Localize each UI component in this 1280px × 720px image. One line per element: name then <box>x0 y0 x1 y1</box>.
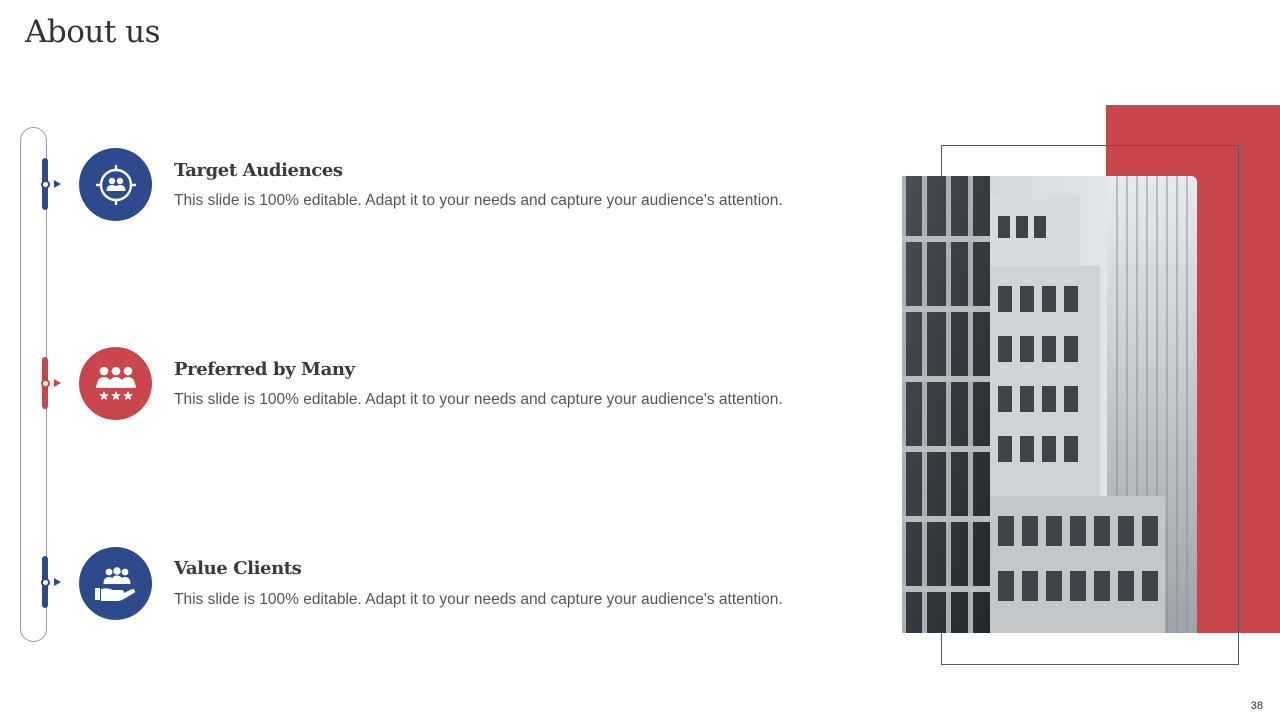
timeline-dot-2 <box>41 379 50 388</box>
timeline-arrow-2 <box>54 379 61 387</box>
item-title: Value Clients <box>174 558 302 579</box>
item-title: Target Audiences <box>174 160 343 181</box>
page-number: 38 <box>1250 700 1263 712</box>
hand-holding-people-icon <box>79 547 152 620</box>
item-description: This slide is 100% editable. Adapt it to your needs and capture your audience's attention. <box>174 591 783 608</box>
target-audience-icon <box>79 148 152 221</box>
slide-title: About us <box>25 14 161 50</box>
building-photo <box>902 176 1197 633</box>
item-description: This slide is 100% editable. Adapt it to your needs and capture your audience's attention. <box>174 391 783 408</box>
timeline-arrow-3 <box>54 578 61 586</box>
timeline-arrow-1 <box>54 180 61 188</box>
rated-group-icon <box>79 347 152 420</box>
item-title: Preferred by Many <box>174 359 355 380</box>
item-description: This slide is 100% editable. Adapt it to your needs and capture your audience's attention. <box>174 192 783 209</box>
timeline-dot-3 <box>41 578 50 587</box>
timeline-dot-1 <box>41 180 50 189</box>
